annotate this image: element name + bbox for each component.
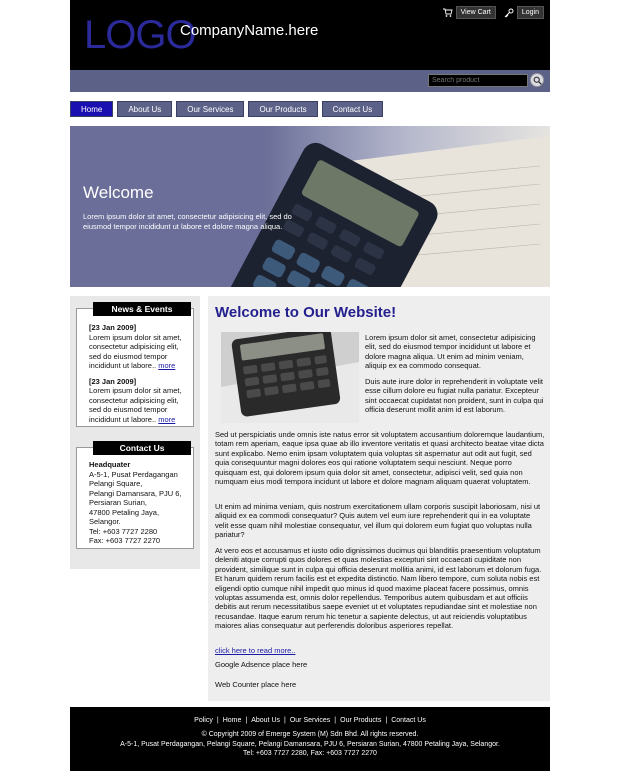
read-more-link[interactable]: click here to read more.. [215, 646, 296, 655]
footer-link-home[interactable]: Home [222, 717, 242, 724]
contact-title: Contact Us [93, 441, 191, 455]
contact-line: Pelangi Damansara, PJU 6, [89, 488, 182, 498]
news-events-title: News & Events [93, 302, 191, 316]
nav-our-products[interactable]: Our Products [248, 101, 317, 117]
footer-separator: | [334, 717, 337, 724]
body-paragraph: At vero eos et accusamus et iusto odio dignissimos ducimus qui blanditiis praesentium voluptatum deleniti atque corrupti quos dolores et quas molestias excepturi sint occaecati cupiditate non provident, similique sunt in culpa qui officia deserunt mollitia animi, id est laborum et dolorum fuga. Et harum quidem rerum facilis est et expedita distinctio. Nam libero tempore, cum soluta nobis est eligendi optio cumque nihil impedit quo minus id quod maxime placeat facere possimus, omnis voluptas assumenda est, omnis dolor repellendus. Temporibus autem quibusdam et aut officiis debitis aut rerum necessitatibus saepe eveniet ut et voluptates repudiandae sint et molestiae non recusandae. Itaque earum rerum hic tenetur a sapiente delectus, ut aut reiciendis voluptatibus maiores alias consequatur aut perferendis doloribus asperiores repellat. [215, 546, 542, 631]
intro-paragraph-2: Duis aute irure dolor in reprehenderit in voluptate velit esse cillum dolore eu fugiat nulla pariatur. Excepteur sint occaecat cupidatat non proident, sunt in culpa qui officia deserunt mollit anim id est laborum. [365, 377, 544, 415]
calculator-image [70, 126, 550, 287]
adsense-placeholder: Google Adsence place here [215, 660, 308, 669]
view-cart-button[interactable]: View Cart [456, 6, 496, 19]
body-paragraph: Sed ut perspiciatis unde omnis iste natus error sit voluptatem accusantium doloremque laudantium, totam rem aperiam, eaque ipsa quae ab illo inventore veritatis et quasi architecto beatae vitae dicta sunt explicabo. Nemo enim ipsam voluptatem quia voluptas sit aspernatur aut odit aut fugit, sed quia consequuntur magni dolores eos qui ratione voluptatem sequi nesciunt. Neque porro quisquam est, qui dolorem ipsum quia dolor sit amet, consectetur, adipisci velit, sed quia non numquam eius modi tempora incidunt ut labore et dolore magnam aliquam quaerat voluptatem. [215, 430, 545, 487]
contact-line: A-5-1, Pusat Perdagangan [89, 469, 178, 479]
top-links [443, 6, 544, 19]
contact-fax: Fax: +603 7727 2270 [89, 536, 161, 545]
contact-line: 47800 Petaling Jaya, [89, 507, 160, 517]
login-button[interactable]: Login [517, 6, 544, 19]
search-icon [532, 75, 544, 87]
cart-icon [443, 8, 453, 18]
page-title: Welcome to Our Website! [215, 304, 397, 321]
news-more-link[interactable]: more [158, 414, 176, 424]
company-name: CompanyName.here [180, 22, 319, 39]
contact-tel: Tel: +603 7727 2280 [89, 526, 158, 536]
footer-copyright-block [70, 730, 550, 759]
news-date: [23 Jan 2009] [89, 323, 137, 332]
news-text: Lorem ipsum dolor sit amet, consectetur adipisicing elit, sed do eiusmod tempor incididunt ut labore.. [89, 332, 182, 370]
intro-paragraph: Lorem ipsum dolor sit amet, consectetur adipisicing elit, sed do eiusmod tempor incididunt ut labore et dolore magna aliqua. Ut enim ad minim veniam, aliquip ex ea commodo consequat. [365, 333, 536, 371]
footer-separator: | [284, 717, 286, 724]
contact-line: Selangor. [89, 517, 121, 526]
footer-link-about-us[interactable]: About Us [251, 717, 280, 724]
footer-link-contact-us[interactable]: Contact Us [391, 717, 426, 724]
news-item [89, 323, 187, 371]
calculator-photo [221, 332, 359, 423]
view-cart-link[interactable] [443, 6, 496, 19]
footer-separator: | [245, 717, 248, 724]
news-item [89, 377, 187, 425]
main-nav [70, 101, 383, 117]
news-more-link[interactable]: more [158, 361, 176, 370]
footer-separator: | [385, 717, 388, 724]
news-events-box [76, 304, 194, 427]
login-link[interactable] [504, 6, 544, 19]
footer-link-our-services[interactable]: Our Services [289, 717, 331, 724]
nav-contact-us[interactable]: Contact Us [322, 101, 384, 117]
counter-placeholder: Web Counter place here [215, 680, 297, 689]
sidebar [70, 296, 200, 569]
footer-link-policy[interactable]: Policy [194, 717, 213, 724]
site-footer [70, 707, 550, 771]
nav-about-us[interactable]: About Us [117, 101, 172, 117]
search-button[interactable] [530, 73, 544, 87]
news-date: [23 Jan 2009] [89, 376, 137, 386]
nav-home[interactable]: Home [70, 101, 113, 117]
site-header [70, 0, 550, 70]
contact-box [76, 443, 194, 549]
footer-phone: Tel: +603 7727 2280, Fax: +603 7727 2270 [243, 750, 377, 757]
banner-text: Lorem ipsum dolor sit amet, consectetur adipisicing elit, sed do eiusmod tempor incididunt ut labore et dolore magna aliqua. [83, 212, 292, 231]
footer-address: A-5-1, Pusat Perdagangan, Pelangi Square, Pelangi Damansara, PJU 6, Persiaran Surian, 47800 Petaling Jaya, Selangor. [120, 740, 500, 748]
footer-link-our-products[interactable]: Our Products [340, 717, 382, 724]
copyright-text: © Copyright 2009 of Emerge System (M) Sdn Bhd. All rights reserved. [201, 731, 419, 738]
banner-title: Welcome [83, 183, 154, 202]
contact-line: Persiaran Surian, [89, 498, 147, 507]
footer-separator: | [216, 717, 219, 724]
contact-line: Pelangi Square, [89, 479, 143, 488]
news-text: Lorem ipsum dolor sit amet, consectetur adipisicing elit, sed do eiusmod tempor incididunt ut labore.. [89, 386, 182, 424]
main-content [208, 296, 550, 701]
footer-nav [70, 717, 550, 724]
nav-our-services[interactable]: Our Services [176, 101, 244, 117]
calculator-image [221, 332, 359, 423]
contact-heading: Headquater [89, 460, 131, 469]
hero-banner [70, 126, 550, 287]
search-input[interactable] [428, 74, 528, 87]
body-paragraph: Ut enim ad minima veniam, quis nostrum exercitationem ullam corporis suscipit laboriosam, nisi ut aliquid ex ea commodi consequatur? Quis autem vel eum iure reprehenderit qui in ea voluptate velit esse quam nihil molestiae consequatur, vel illum qui dolorem eum fugiat quo voluptas nulla pariatur? [215, 502, 541, 540]
logo[interactable]: LOGO [84, 13, 196, 57]
key-icon [504, 8, 514, 18]
search-bar [70, 70, 550, 92]
